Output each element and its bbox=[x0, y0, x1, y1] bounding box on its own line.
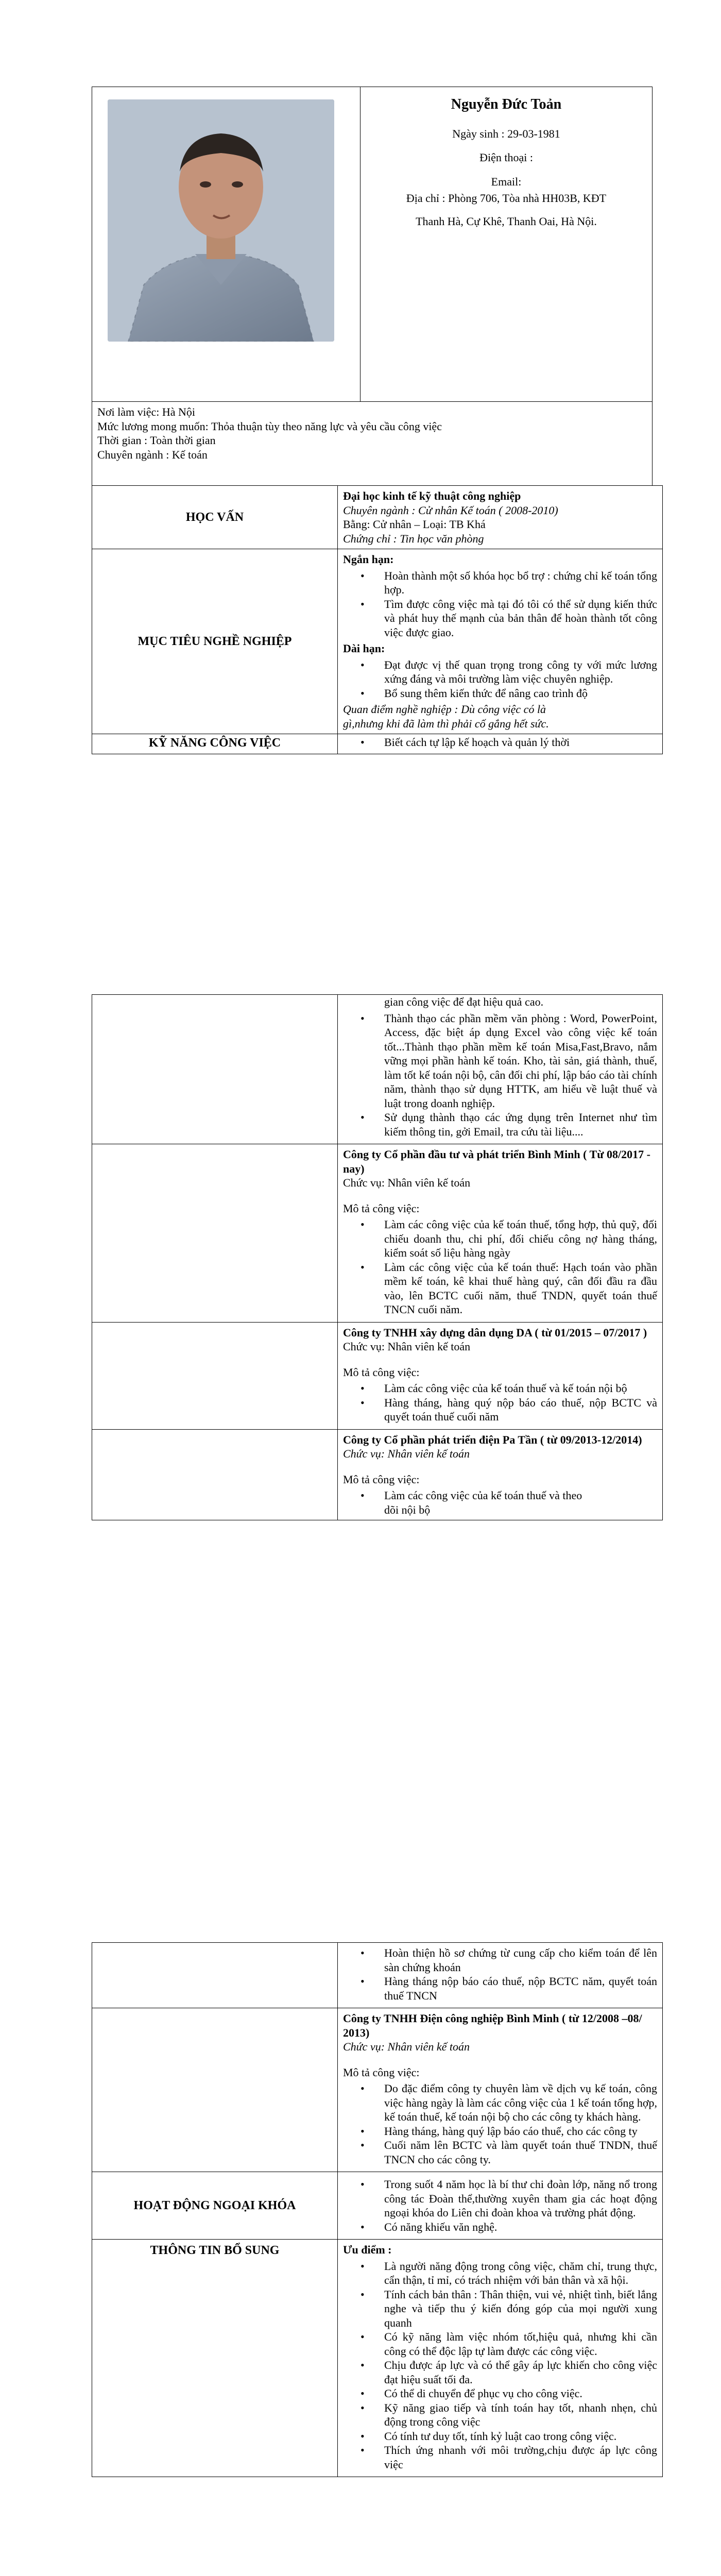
job-position: Chức vụ: Nhân viên kế toán bbox=[343, 1340, 471, 1353]
job-cell-2 bbox=[338, 1322, 663, 1429]
list-item: • Thành thạo các phần mềm văn phòng : Word, PowerPoint, Access, đặc biệt áp dụng Excel vào công việc kế toán tốt...Thành thạo phần mềm kế toán Misa,Fast,Bravo, nắm vững mọi phần hành kế toán. Kho, tài sản, giá thành, thuế, làm tốt kế toán nội bộ, cân đối chi phí, lập báo cáo tài chính năm, thành thạo sử dụng HTTK, am hiểu về luật thuế và luật trong doanh nghiệp. bbox=[343, 1011, 657, 1111]
skills-row bbox=[92, 734, 663, 754]
activities-list bbox=[343, 2177, 657, 2234]
extra-info-row bbox=[92, 2240, 663, 2477]
skills-item1-end: gian công việc để đạt hiệu quả cao. bbox=[384, 995, 544, 1008]
list-item: • Đạt được vị thế quan trọng trong công ty với mức lương xứng đáng và môi trường làm việc chuyên nghiệp. bbox=[343, 658, 657, 686]
list-item: • Là người năng động trong công việc, chăm chỉ, trung thực, cẩn thận, tỉ mỉ, có trách nhiệm với bản thân và xã hội. bbox=[343, 2259, 657, 2287]
goals-row bbox=[92, 549, 663, 734]
person-photo-icon bbox=[108, 99, 334, 342]
extra-info-cell bbox=[338, 2240, 663, 2477]
cv-page-2 bbox=[92, 994, 657, 1520]
skills-list-start bbox=[343, 735, 657, 750]
job-desc-title: Mô tả công việc: bbox=[343, 1201, 420, 1215]
goals-label: MỤC TIÊU NGHỀ NGHIỆP bbox=[92, 549, 338, 734]
goals-cell bbox=[338, 549, 663, 734]
skills-label-empty bbox=[92, 995, 338, 1144]
profile-phone: Điện thoại : bbox=[479, 150, 533, 164]
goals-motto-line1: Quan điểm nghề nghiệp : Dù công việc có là bbox=[343, 703, 546, 716]
pros-list bbox=[343, 2259, 657, 2472]
job-wish-row bbox=[92, 402, 653, 486]
education-major: Chuyên ngành : Cử nhân Kế toán ( 2008-2010) bbox=[343, 503, 558, 517]
goals-long-title: Dài hạn: bbox=[343, 642, 385, 655]
list-item: • Có năng khiếu văn nghệ. bbox=[343, 2220, 657, 2234]
list-item: • Hàng tháng, hàng quý nộp báo cáo thuế, nộp BCTC và quyết toán thuế cuối năm bbox=[343, 1396, 657, 1424]
list-item: • Hàng tháng nộp báo cáo thuế, nộp BCTC năm, quyết toán thuế TNCN bbox=[343, 1974, 657, 2003]
list-item: • Hàng tháng, hàng quý lập báo cáo thuế, cho các công ty bbox=[343, 2124, 657, 2139]
education-row bbox=[92, 486, 663, 549]
activities-row bbox=[92, 2172, 663, 2240]
pros-title: Ưu điểm : bbox=[343, 2243, 392, 2256]
goals-short-title: Ngắn hạn: bbox=[343, 553, 394, 566]
job-wish-salary: Mức lương mong muốn: Thỏa thuận tùy theo năng lực và yêu cầu công việc bbox=[97, 419, 442, 433]
goals-short-list bbox=[343, 569, 657, 640]
job-desc-title: Mô tả công việc: bbox=[343, 2065, 420, 2079]
job-desc-list bbox=[343, 1217, 657, 1317]
job-desc-title: Mô tả công việc: bbox=[343, 1365, 420, 1379]
activities-label: HOẠT ĐỘNG NGOẠI KHÓA bbox=[92, 2172, 338, 2240]
skills-cell-start bbox=[338, 734, 663, 754]
list-item: • Hoàn thiện hồ sơ chứng từ cung cấp cho kiểm toán để lên sàn chứng khoán bbox=[343, 1946, 657, 1974]
job-cell-4 bbox=[338, 2008, 663, 2172]
list-item: • Sử dụng thành thạo các ứng dụng trên Internet như tìm kiếm thông tin, gởi Email, tra cứu tài liệu.... bbox=[343, 1110, 657, 1139]
job-label-empty bbox=[92, 1429, 338, 1520]
list-item: • Có tính tư duy tốt, tính kỷ luật cao trong công việc. bbox=[343, 2429, 657, 2444]
education-cell bbox=[338, 486, 663, 549]
list-item: • Cuối năm lên BCTC và làm quyết toán thuế TNDN, thuế TNCN cho các công ty. bbox=[343, 2138, 657, 2166]
profile-dob: Ngày sinh : 29-03-1981 bbox=[452, 127, 560, 140]
education-degree: Bằng: Cử nhân – Loại: TB Khá bbox=[343, 518, 486, 531]
job-position: Chức vụ: Nhân viên kế toán bbox=[343, 2040, 470, 2053]
job-desc-list bbox=[343, 1946, 657, 2003]
job-cell-1 bbox=[338, 1144, 663, 1323]
profile-address-line1: Địa chỉ : Phòng 706, Tòa nhà HH03B, KĐT bbox=[406, 191, 607, 205]
job-position: Chức vụ: Nhân viên kế toán bbox=[343, 1447, 470, 1460]
cv-page-3 bbox=[92, 1942, 657, 2477]
job-label-empty bbox=[92, 1322, 338, 1429]
job-wish-major: Chuyên ngành : Kế toán bbox=[97, 448, 208, 461]
skills-row-continued bbox=[92, 995, 663, 1144]
list-item: • Làm các công việc của kế toán thuế và theo bbox=[343, 1488, 657, 1503]
education-school: Đại học kinh tế kỹ thuật công nghiệp bbox=[343, 489, 521, 502]
job-company: Công ty Cổ phần phát triển điện Pa Tần ( từ 09/2013-12/2014) bbox=[343, 1433, 642, 1446]
list-item: • Chịu được áp lực và có thể gây áp lực khiến cho công việc đạt hiệu suất tối đa. bbox=[343, 2358, 657, 2386]
skills-label: KỸ NĂNG CÔNG VIỆC bbox=[92, 734, 338, 754]
list-item: • Kỹ năng giao tiếp và tính toán hay tốt, nhanh nhẹn, chủ động trong công việc bbox=[343, 2401, 657, 2429]
extra-info-label: THÔNG TIN BỔ SUNG bbox=[92, 2240, 338, 2477]
job-company: Công ty Cổ phần đầu tư và phát triển Bình Minh ( Từ 08/2017 - nay) bbox=[343, 1148, 650, 1175]
job-wish-cell bbox=[92, 402, 653, 486]
job-row-1 bbox=[92, 1144, 663, 1323]
goals-motto-line2: gì,nhưng khi đã làm thì phải cố gắng hết sức. bbox=[343, 717, 549, 730]
cv-page-1 bbox=[92, 87, 657, 754]
list-item: • Có thể di chuyển để phục vụ cho công việc. bbox=[343, 2386, 657, 2401]
goals-long-list bbox=[343, 658, 657, 701]
activities-cell bbox=[338, 2172, 663, 2240]
list-item: • Làm các công việc của kế toán thuế: Hạch toán vào phần mềm kế toán, kê khai thuế hàng quý, cân đối đầu ra đầu vào, lên BCTC cuối năm, thuế TNDN, quyết toán thuế TNCN cuối năm. bbox=[343, 1260, 657, 1317]
job-desc-list bbox=[343, 2081, 657, 2166]
cv-table-page-1 bbox=[92, 87, 653, 486]
list-item: • Làm các công việc của kế toán thuế và kế toán nội bộ bbox=[343, 1381, 657, 1396]
list-item: • Do đặc điểm công ty chuyên làm về dịch vụ kế toán, công việc hàng ngày là làm các công việc của 1 kế toán tổng hợp, kế toán thuế, kế toán nội bộ cho các công ty khách hàng. bbox=[343, 2081, 657, 2124]
job-company: Công ty TNHH xây dựng dân dụng DA ( từ 01/2015 – 07/2017 ) bbox=[343, 1326, 647, 1339]
job-row-3-continued bbox=[92, 1943, 663, 2008]
job-row-3 bbox=[92, 1429, 663, 1520]
profile-row bbox=[92, 87, 653, 402]
job-wish-time: Thời gian : Toàn thời gian bbox=[97, 434, 216, 447]
job-company: Công ty TNHH Điện công nghiệp Bình Minh ( từ 12/2008 –08/ 2013) bbox=[343, 2012, 642, 2039]
job-label-empty bbox=[92, 1943, 338, 2008]
profile-name: Nguyễn Đức Toản bbox=[451, 96, 562, 112]
education-cert: Chứng chỉ : Tin học văn phòng bbox=[343, 532, 484, 545]
list-item: • Tìm được công việc mà tại đó tôi có thể sử dụng kiến thức và phát huy thế mạnh của bản thân để hoàn thành tốt công việc được giao. bbox=[343, 597, 657, 640]
profile-photo bbox=[108, 99, 334, 342]
list-item: • Thích ứng nhanh với môi trường,chịu được áp lực công việc bbox=[343, 2443, 657, 2471]
list-item: • Làm các công việc của kế toán thuế, tổng hợp, thủ quỹ, đối chiếu doanh thu, chi phí, đối chiếu công nợ hàng tháng, kiểm soát số liệu hàng ngày bbox=[343, 1217, 657, 1260]
job-label-empty bbox=[92, 1144, 338, 1323]
profile-email: Email: bbox=[491, 175, 522, 188]
job-cell-3-continued bbox=[338, 1943, 663, 2008]
job-cell-3 bbox=[338, 1429, 663, 1520]
cv-table-sections bbox=[92, 485, 663, 754]
profile-address-line2: Thanh Hà, Cự Khê, Thanh Oai, Hà Nội. bbox=[416, 215, 597, 228]
skills-list bbox=[343, 1011, 657, 1139]
job-desc-list-start bbox=[343, 1488, 657, 1503]
skills-cell-continued bbox=[338, 995, 663, 1144]
job-item-end: dõi nội bộ bbox=[384, 1503, 431, 1516]
profile-info-cell bbox=[360, 87, 653, 402]
list-item: • Tính cách bản thân : Thân thiện, vui vẻ, nhiệt tình, biết lắng nghe và tiếp thu ý kiến đóng góp của mọi người xung quanh bbox=[343, 2287, 657, 2330]
job-row-2 bbox=[92, 1322, 663, 1429]
job-label-empty bbox=[92, 2008, 338, 2172]
list-item: • Có kỹ năng làm việc nhóm tốt,hiệu quả, nhưng khi cần công có thể độc lập tự làm được các công việc. bbox=[343, 2330, 657, 2358]
list-item: • Hoàn thành một số khóa học bổ trợ : chứng chỉ kế toán tổng hợp. bbox=[343, 569, 657, 597]
cv-table-page-3 bbox=[92, 1942, 663, 2477]
list-item: • Biết cách tự lập kế hoạch và quản lý thời bbox=[343, 735, 657, 750]
job-row-4 bbox=[92, 2008, 663, 2172]
cv-table-page-2 bbox=[92, 994, 663, 1520]
job-position: Chức vụ: Nhân viên kế toán bbox=[343, 1176, 471, 1189]
job-wish-location: Nơi làm việc: Hà Nội bbox=[97, 405, 196, 418]
job-desc-title: Mô tả công việc: bbox=[343, 1472, 420, 1486]
list-item: • Bổ sung thêm kiến thức để nâng cao trình độ bbox=[343, 686, 657, 701]
job-desc-list bbox=[343, 1381, 657, 1424]
education-label: HỌC VẤN bbox=[92, 486, 338, 549]
photo-cell bbox=[92, 87, 360, 402]
list-item: • Trong suốt 4 năm học là bí thư chi đoàn lớp, năng nổ trong công tác Đoàn thể,thường xuyên tham gia các hoạt động ngoại khóa do Liên chi đoàn khoa và trường phát động. bbox=[343, 2177, 657, 2220]
